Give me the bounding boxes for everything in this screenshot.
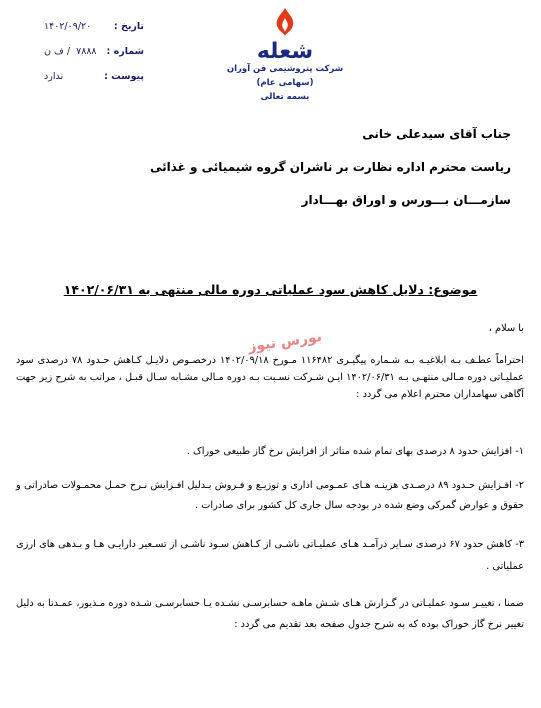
number-row xyxy=(44,39,144,64)
attachment-label: پیوست : xyxy=(104,71,144,82)
news-stamp: بورس نیوز xyxy=(247,328,323,356)
date-row xyxy=(44,14,144,39)
company-name: شرکت پتروشیمی فن آوران xyxy=(226,64,344,74)
addressee-name: جناب آقای سیدعلی خانی xyxy=(362,127,511,141)
addressee-org: سازمـــان بـــورس و اوراق بهـــادار xyxy=(301,193,511,207)
logo-wordmark: شعله xyxy=(256,39,314,62)
attachment-row xyxy=(44,64,144,89)
paragraph-item-1: ۱- افزایش حدود ۸ درصدی بهای تمام شده متاثر از افزایش نرخ گاز طبیعی خوراک . xyxy=(186,446,524,457)
paragraph-closing: ضمنا ، تغییـر سـود عملیـاتی در گـزارش هـای شـش ماهـه حسابرسـی نشـده یـا حسابرسـی شـده دوره مـذیور، عمـدتا به دلیل تغییر نرخ گاز خوراک بوده که به شرح جدول صفحه بعد تقدیم می گردد : xyxy=(16,598,524,630)
addressee-title: ریاست محترم اداره نظارت بر ناشران گروه شیمیائی و غذائی xyxy=(149,160,511,174)
greeting: با سلام ، xyxy=(488,323,524,334)
paragraph-intro: احتراماً عطـف بـه ابلاغیـه بـه شـماره پیگیـری ۱۱۶۴۸۲ مـورخ ۱۴۰۲/۰۹/۱۸ درخصـوص دلایـل کـاهش حـدود ۷۸ درصدی سود عملیـاتی دوره مـالی منتهـی بـه ۱۴۰۲/۰۶/۳۱ ایـن شـرکت نسـبت بـه دوره مـالی مشـابه سـال قبـل ، مراتب به شرح زیر جهت آگاهی سهامداران محترم اعلام می گردد : xyxy=(16,355,524,400)
letter-subject: موضوع: دلایل کاهش سود عملیاتی دوره مالی منتهی به ۱۴۰۲/۰۶/۳۱ xyxy=(63,282,478,297)
paragraph-item-2: ۲- افـزایش حـدود ۸۹ درصـدی هزینـه هـای عمـومی اداری و توزیـع و فـروش بـدلیل افـزایش نـرخ حمـل محمـولات صادراتی و حقوق و عوارض گمرکی وضع شده در بودجه سال جاری کل کشور برای صادرات . xyxy=(16,480,524,511)
number-suffix: / ف ن xyxy=(44,46,71,57)
paragraph-item-3: ۳- کاهش حدود ۶۷ درصدی سـایر درآمـد هـای عملیـاتی ناشـی از کـاهش سـود ناشـی از تسـعیر دارایـی هـا و بـدهی های ارزی عملیاتی . xyxy=(16,539,524,572)
date-label: تاریخ : xyxy=(113,21,144,32)
number-label: شماره : xyxy=(106,46,144,57)
company-type: (سهامی عام) xyxy=(256,78,314,88)
letter-meta xyxy=(44,14,144,89)
attachment-value: ندارد xyxy=(44,71,64,82)
number-value: ۷۸۸۸ xyxy=(76,46,97,57)
company-logo xyxy=(215,6,355,102)
date-value: ۱۴۰۲/۰۹/۲۰ xyxy=(44,21,92,32)
flame-logo-icon xyxy=(240,6,330,62)
bismillah: بسمه تعالی xyxy=(260,92,310,102)
